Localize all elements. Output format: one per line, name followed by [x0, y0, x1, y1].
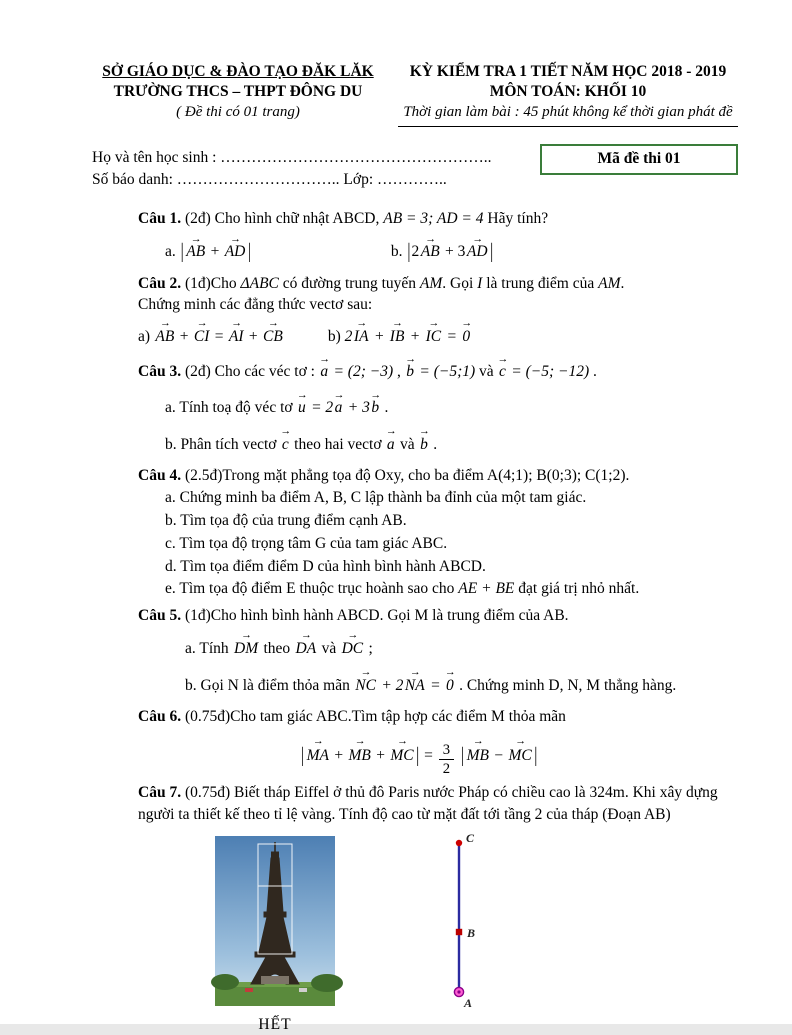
exam-code-label: Mã đề thi 01	[597, 149, 681, 167]
point-C	[456, 839, 462, 845]
student-name-line: Họ và tên học sinh : ……………………………………………..	[92, 148, 492, 166]
question-7-text: (0.75đ) Biết tháp Eiffel ở thủ đô Paris nước Pháp có chiều cao là 324m. Khi xây dựng người ta thiết kế theo tỉ lệ vàng. Tính độ cao từ mặt đất tới tầng 2 của tháp (Đoạn AB)	[138, 784, 718, 823]
question-4	[138, 465, 738, 487]
question-3	[138, 357, 738, 387]
question-3-label: Câu 3.	[138, 363, 182, 381]
question-7	[138, 782, 738, 825]
question-1-item-b: b. |2→ AB + 3→ AD |	[391, 243, 494, 260]
question-7-label: Câu 7.	[138, 784, 182, 802]
question-6-equation: | → MA + → MB + → MC | = $\frac{3}{2}$ | → MB − → MC |	[300, 738, 738, 777]
exam-duration-note: Thời gian làm bài : 45 phút không kể thời gian phát đề	[398, 103, 738, 127]
question-4-item-b: b. Tìm tọa độ của trung điểm cạnh AB.	[165, 512, 407, 530]
question-6-label: Câu 6.	[138, 708, 182, 726]
question-5-label: Câu 5.	[138, 606, 182, 624]
document-header	[88, 62, 738, 127]
question-2-item-a: a) → AB + → CI = → AI + → CB	[138, 322, 324, 352]
question-6-text: (0.75đ)Cho tam giác ABC.Tìm tập hợp các điểm M thỏa mãn	[181, 708, 566, 726]
exam-subject: MÔN TOÁN: KHỐI 10	[489, 83, 647, 101]
question-4-item-d: d. Tìm tọa điểm điểm D của hình bình hành ABCD.	[165, 557, 486, 575]
question-5-item-b: b. Gọi N là điểm thỏa mãn → NC + 2→ NA = → 0 . Chứng minh D, N, M thẳng hàng.	[185, 671, 738, 701]
question-3-item-b: b. Phân tích vectơ → c theo hai vectơ → a và → b .	[165, 430, 738, 460]
question-2-text: (1đ)Cho ΔABC có đường trung tuyến AM. Gọi I là trung điểm của AM.	[181, 274, 625, 292]
question-4-item-a: a. Chứng minh ba điểm A, B, C lập thành ba đỉnh của một tam giác.	[165, 489, 587, 507]
exam-code-box	[540, 144, 738, 175]
question-2-item-b: b) 2→ IA + → IB + → IC = → 0	[328, 328, 472, 345]
eiffel-tower-photo	[215, 836, 335, 1006]
question-4-label: Câu 4.	[138, 466, 182, 484]
question-4-items	[165, 487, 738, 599]
question-3-item-a: a. Tính toạ độ véc tơ → u = 2→ a + 3→ b .	[165, 393, 738, 423]
department-name: SỞ GIÁO DỤC & ĐÀO TẠO ĐĂK LĂK	[102, 63, 374, 80]
question-2-items	[138, 322, 738, 352]
end-caption: HẾT	[258, 1015, 292, 1033]
figures-row	[215, 830, 738, 1035]
question-2-line2: Chứng minh các đẳng thức vectơ sau:	[138, 296, 373, 314]
question-1-text: (2đ) Cho hình chữ nhật ABCD, AB = 3; AD = 4 Hãy tính?	[181, 209, 549, 227]
question-1-items	[165, 237, 738, 267]
exam-body	[138, 208, 738, 1035]
question-5-item-a: a. Tính → DM theo → DA và → DC ;	[185, 634, 738, 664]
eiffel-photo-block	[215, 836, 335, 1035]
student-info-block	[88, 147, 738, 192]
point-B-label: B	[467, 925, 476, 940]
question-1-label: Câu 1.	[138, 209, 182, 227]
page-count-note: ( Đề thi có 01 trang)	[176, 103, 300, 120]
question-4-item-e: e. Tìm tọa độ điểm E thuộc trục hoành sao cho AE + BE đạt giá trị nhỏ nhất.	[165, 580, 640, 598]
question-3-text: (2đ) Cho các véc tơ : → a = (2; −3) , → b = (−5;1) và → c = (−5; −12) .	[181, 363, 597, 380]
exam-header-block	[398, 62, 738, 127]
question-1-item-a: a. | → AB + → AD |	[165, 237, 387, 267]
question-4-text: (2.5đ)Trong mặt phẳng tọa độ Oxy, cho ba điểm A(4;1); B(0;3); C(1;2).	[181, 466, 630, 484]
exam-title: KỲ KIỂM TRA 1 TIẾT NĂM HỌC 2018 - 2019	[409, 63, 727, 80]
point-B	[456, 928, 462, 934]
point-A-label: A	[464, 995, 473, 1010]
student-id-line: Số báo danh: ………………………….. Lớp: …………..	[92, 171, 447, 189]
question-5-text: (1đ)Cho hình bình hành ABCD. Gọi M là trung điểm của AB.	[181, 606, 569, 624]
question-4-item-c: c. Tìm tọa độ trọng tâm G của tam giác ABC.	[165, 534, 448, 552]
question-5	[138, 605, 738, 627]
question-1	[138, 208, 738, 230]
point-C-label: C	[466, 830, 475, 845]
school-name: TRƯỜNG THCS – THPT ĐÔNG DU	[113, 83, 363, 101]
question-2	[138, 273, 738, 295]
geometry-diagram	[439, 832, 509, 1010]
question-6	[138, 706, 738, 728]
question-2-label: Câu 2.	[138, 274, 182, 292]
school-header-block	[88, 62, 388, 127]
